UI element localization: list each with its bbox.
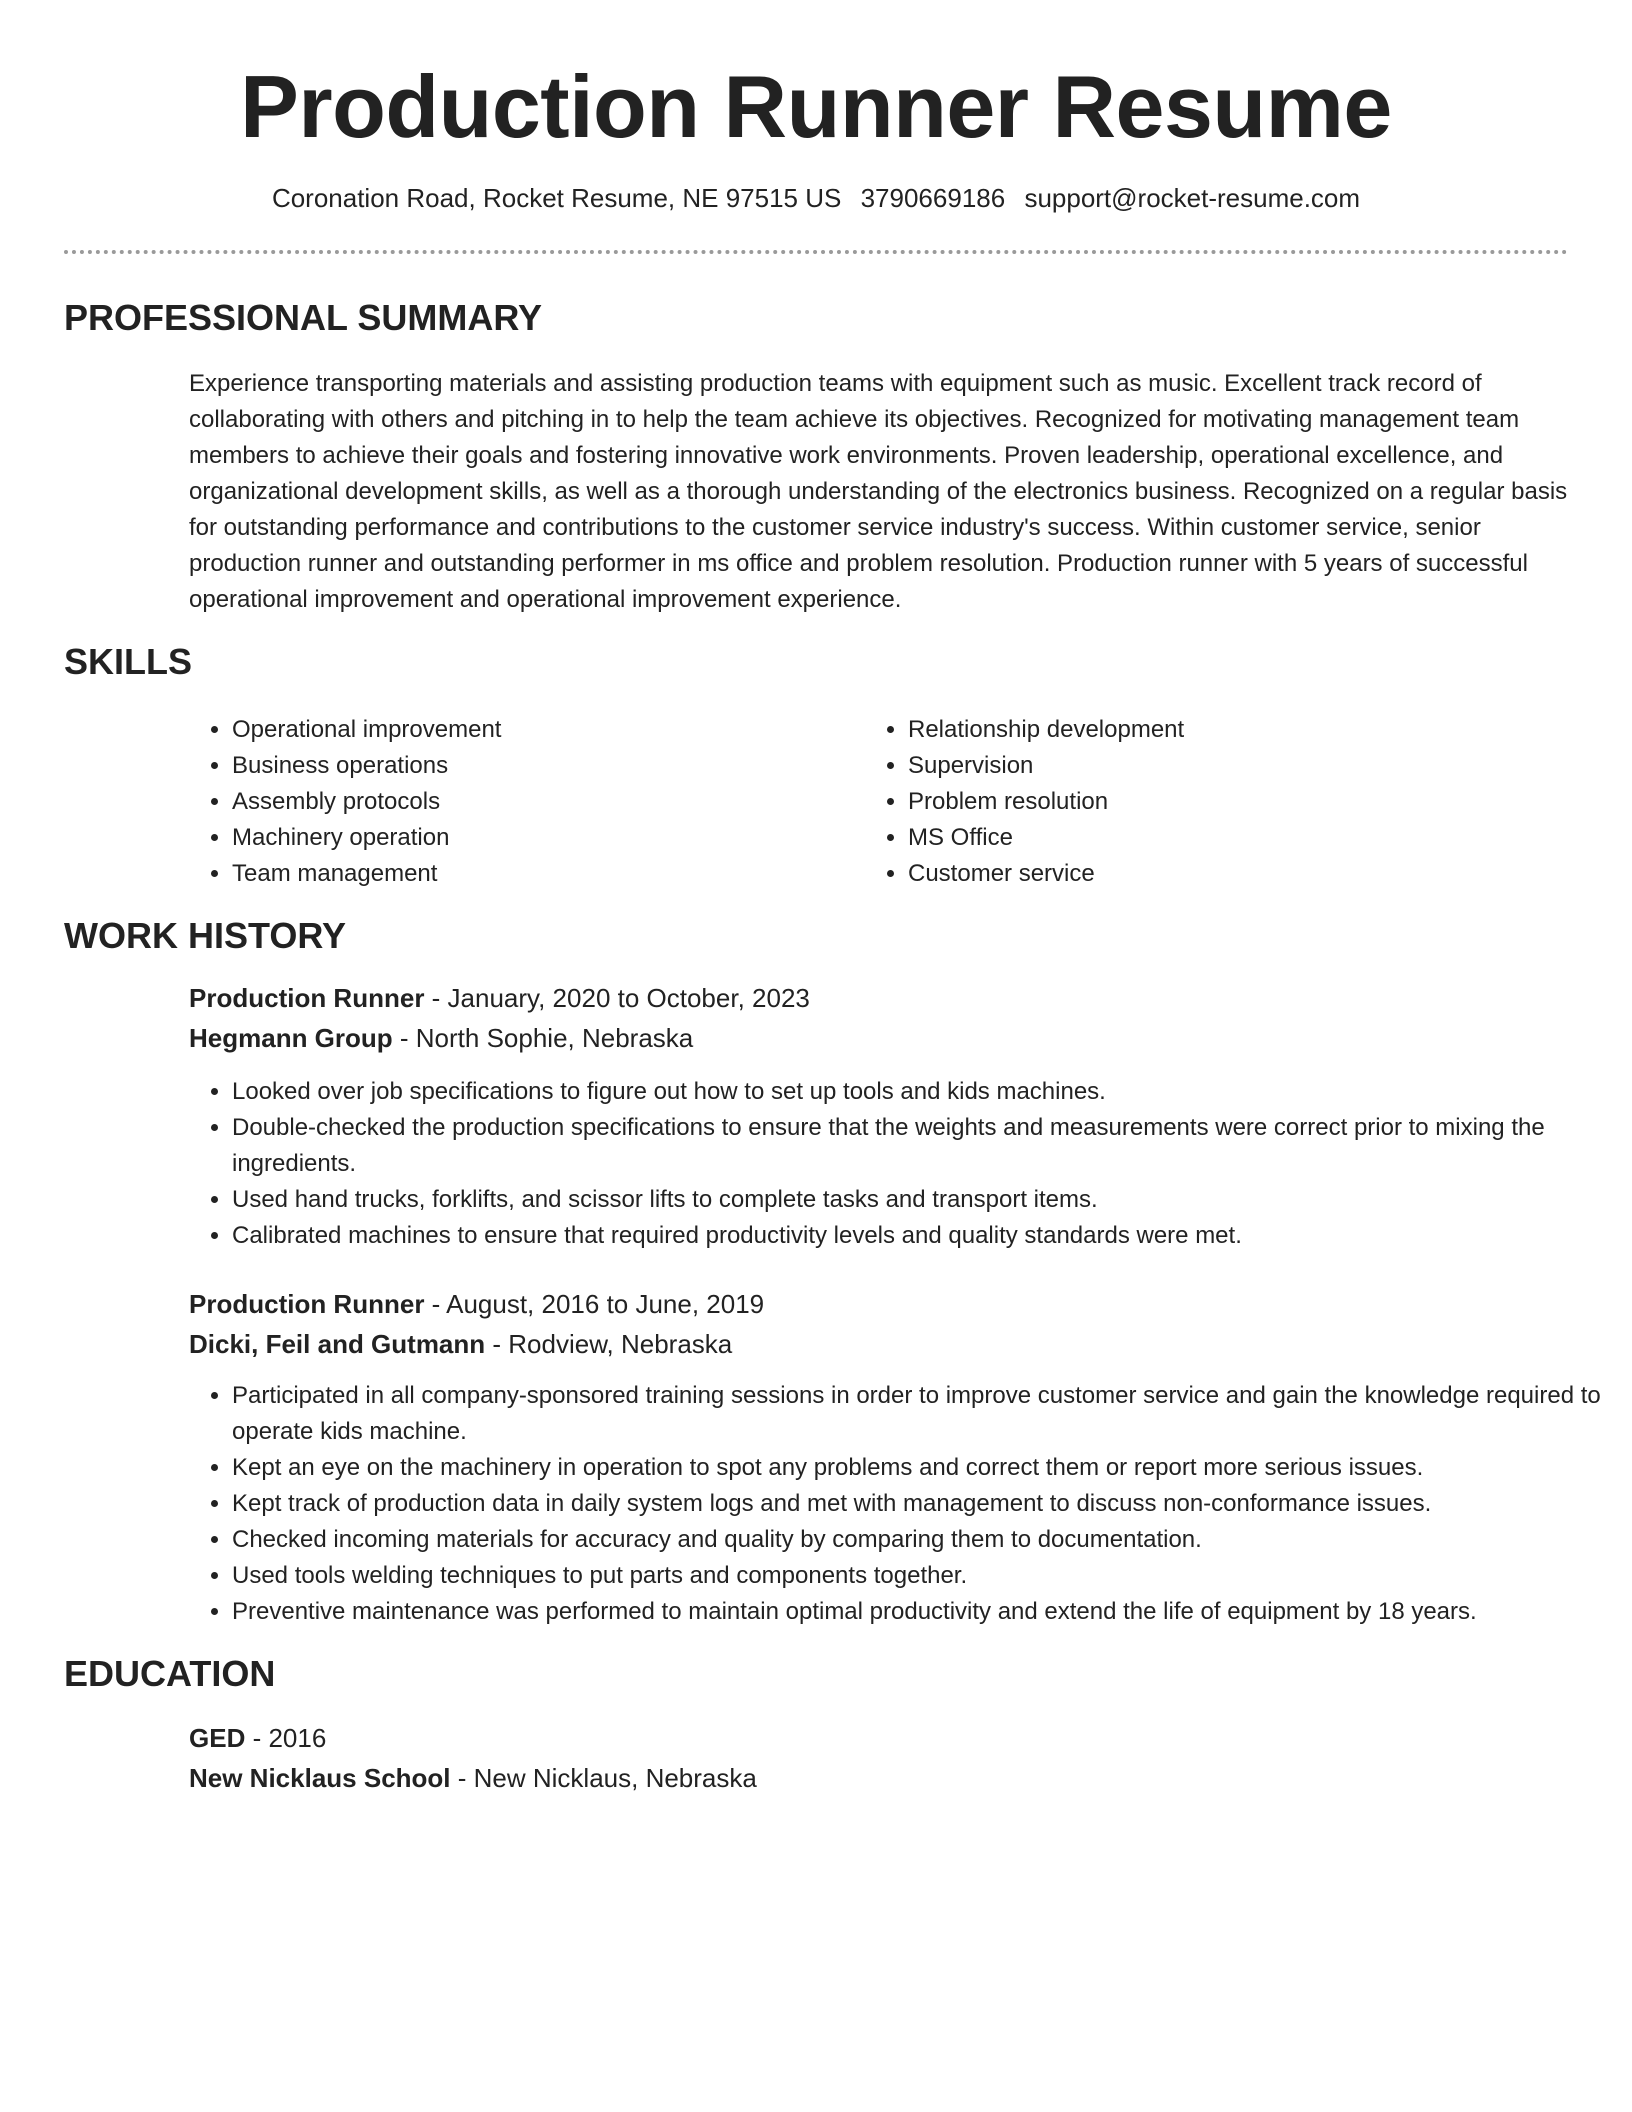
job-1-location: - North Sophie, Nebraska [392, 1023, 694, 1053]
education-school-line [189, 1760, 757, 1796]
job-1-role: Production Runner [189, 983, 425, 1013]
job-2-company-line [189, 1326, 732, 1362]
skill-item: • Assembly protocols [232, 784, 852, 820]
job-1-company-line [189, 1020, 693, 1056]
skill-item: • Team management [232, 856, 852, 892]
contact-phone[interactable]: 3790669186 [860, 183, 1006, 213]
skill-item: • Operational improvement [232, 712, 852, 748]
section-title-work-history: WORK HISTORY [64, 915, 347, 956]
education-location: - New Nicklaus, Nebraska [450, 1763, 757, 1793]
job-1-title-line [189, 980, 810, 1016]
resume-title: Production Runner Resume [240, 57, 1392, 156]
contact-line [0, 180, 1632, 216]
education-degree-line [189, 1720, 326, 1756]
job-bullet: • Kept track of production data in daily system logs and met with management to discuss non-conformance issues. [232, 1486, 1612, 1522]
skill-item: • MS Office [908, 820, 1528, 856]
job-bullet: • Participated in all company-sponsored training sessions in order to improve customer service and gain the knowledge required to operate kids machine. [232, 1378, 1612, 1450]
skill-item: • Supervision [908, 748, 1528, 784]
job-2-location: - Rodview, Nebraska [485, 1329, 733, 1359]
section-title-education: EDUCATION [64, 1653, 276, 1694]
job-bullet: • Double-checked the production specifications to ensure that the weights and measurements were correct prior to mixing the ingredients. [232, 1110, 1612, 1182]
skill-item: • Machinery operation [232, 820, 852, 856]
job-2-dates: - August, 2016 to June, 2019 [424, 1289, 765, 1319]
job-bullet: • Used hand trucks, forklifts, and scissor lifts to complete tasks and transport items. [232, 1182, 1612, 1218]
job-bullet: • Preventive maintenance was performed to maintain optimal productivity and extend the life of equipment by 18 years. [232, 1594, 1612, 1630]
skills-list-left [189, 712, 852, 892]
skill-item: • Customer service [908, 856, 1528, 892]
job-bullet: • Calibrated machines to ensure that required productivity levels and quality standards were met. [232, 1218, 1612, 1254]
contact-address: Coronation Road, Rocket Resume, NE 97515 US [271, 183, 842, 213]
skill-item: • Relationship development [908, 712, 1528, 748]
job-2-bullets [189, 1378, 1612, 1630]
education-year: - 2016 [245, 1723, 327, 1753]
job-2-role: Production Runner [189, 1289, 425, 1319]
job-1-company: Hegmann Group [189, 1023, 393, 1053]
skill-item: • Problem resolution [908, 784, 1528, 820]
skill-item: • Business operations [232, 748, 852, 784]
section-title-summary: PROFESSIONAL SUMMARY [64, 297, 543, 338]
job-2-title-line [189, 1286, 764, 1322]
education-school: New Nicklaus School [189, 1763, 451, 1793]
job-bullet: • Looked over job specifications to figure out how to set up tools and kids machines. [232, 1074, 1612, 1110]
section-title-skills: SKILLS [64, 641, 193, 682]
header-divider [64, 250, 1568, 254]
skills-list-right [865, 712, 1528, 892]
education-degree: GED [189, 1723, 246, 1753]
job-bullet: • Used tools welding techniques to put parts and components together. [232, 1558, 1612, 1594]
job-1-dates: - January, 2020 to October, 2023 [424, 983, 810, 1013]
job-bullet: • Kept an eye on the machinery in operation to spot any problems and correct them or report more serious issues. [232, 1450, 1612, 1486]
summary-text: Experience transporting materials and assisting production teams with equipment such as music. Excellent track record of collaborating with others and pitching in to help the team achieve its objectives. Recognized for motivating management team members to achieve their goals and fostering innovative work environments. Proven leadership, operational excellence, and organizational development skills, as well as a thorough understanding of the electronics business. Recognized on a regular basis for outstanding performance and contributions to the customer service industry's success. Within customer service, senior production runner and outstanding performer in ms office and problem resolution. Production runner with 5 years of successful operational improvement and operational improvement experience. [189, 370, 1568, 613]
job-bullet: • Checked incoming materials for accuracy and quality by comparing them to documentation. [232, 1522, 1612, 1558]
contact-email[interactable]: support@rocket-resume.com [1024, 183, 1361, 213]
job-2-company: Dicki, Feil and Gutmann [189, 1329, 486, 1359]
job-1-bullets [189, 1074, 1612, 1254]
